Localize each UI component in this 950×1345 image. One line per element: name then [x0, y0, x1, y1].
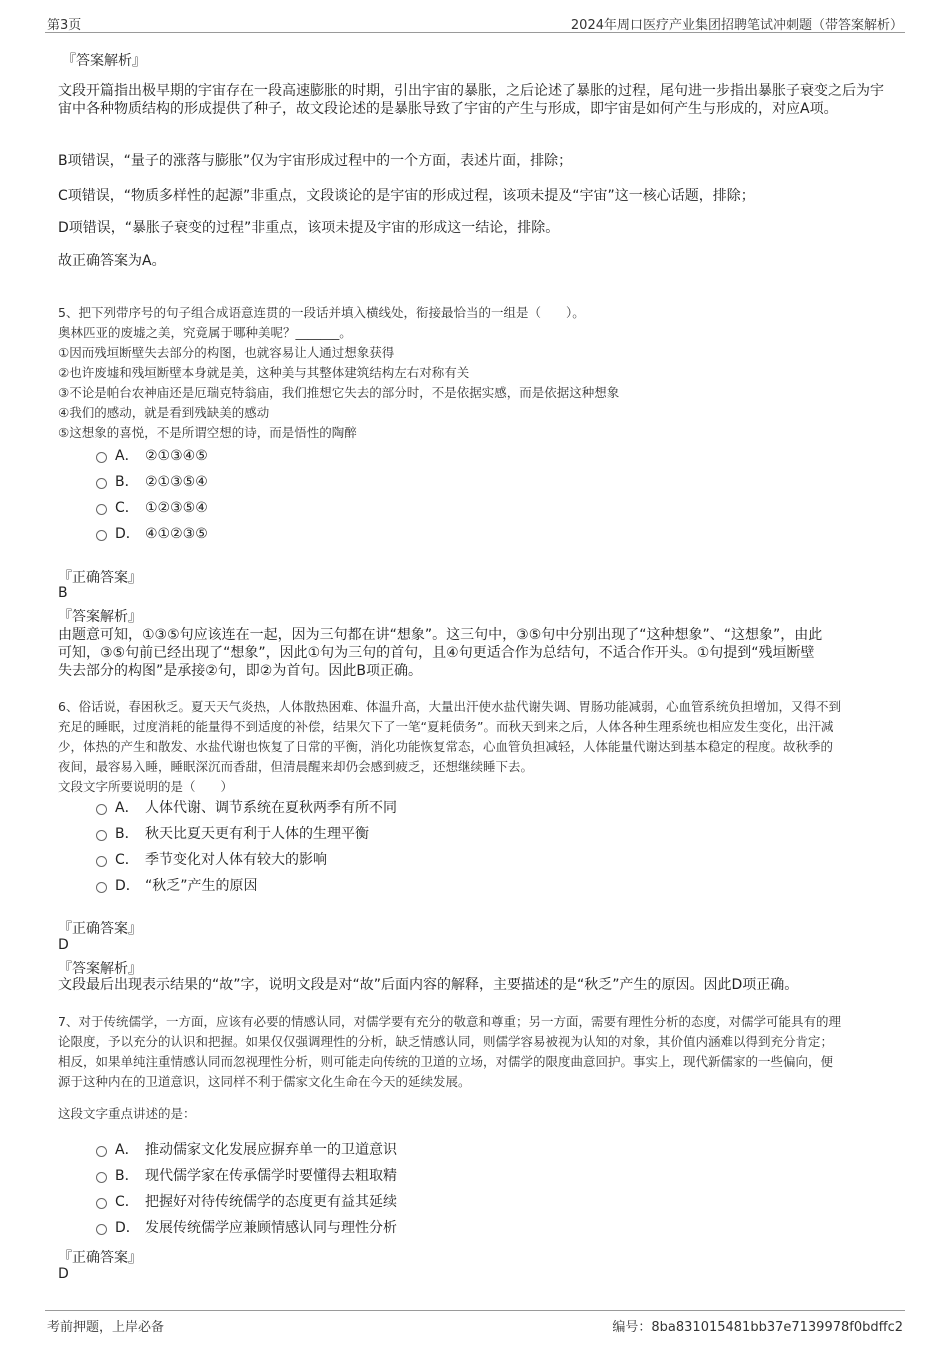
- q5-analysis-line-2: 可知，③⑤句前已经出现了“想象”，因此①句为三句的首句，且④句更适合作为总结句，不适合作开头。①句提到“残垣断壁: [58, 645, 815, 661]
- q7-option-b[interactable]: B． 现代儒学家在传承儒学时要懂得去粗取精: [96, 1166, 397, 1186]
- q5-option-a[interactable]: A． ②①③④⑤: [96, 446, 208, 466]
- q6-stem-line-2: 充足的睡眠，过度消耗的能量得不到适度的补偿，结果欠下了一笔“夏耗债务”。而秋天到来之后，人体各种生理系统也相应发生变化，出汗减: [58, 719, 834, 734]
- q6-option-a[interactable]: A． 人体代谢、调节系统在夏秋两季有所不同: [96, 798, 397, 818]
- radio-icon[interactable]: [96, 1172, 107, 1183]
- q4-conclusion: 故正确答案为A。: [58, 253, 166, 269]
- radio-icon[interactable]: [96, 1198, 107, 1209]
- q7-stem-line-3: 相反，如果单纯注重情感认同而忽视理性分析，则可能走向传统的卫道的立场，对儒学的限度曲意回护。事实上，现代新儒家的一些偏向，便: [58, 1054, 834, 1069]
- q5-line-5: ④我们的感动，就是看到残缺美的感动: [58, 405, 270, 420]
- q6-option-b[interactable]: B． 秋天比夏天更有利于人体的生理平衡: [96, 824, 369, 844]
- q5-line-6: ⑤这想象的喜悦，不是所谓空想的诗，而是悟性的陶醉: [58, 425, 357, 440]
- q4-analysis-para-3: C项错误，“物质多样性的起源”非重点，文段谈论的是宇宙的形成过程，该项未提及“宇宙”这一核心话题，排除；: [58, 188, 755, 204]
- q7-question: 这段文字重点讲述的是：: [58, 1106, 196, 1121]
- radio-icon[interactable]: [96, 804, 107, 815]
- q7-answer-label: 『正确答案』: [58, 1250, 142, 1266]
- q5-line-3: ②也许废墟和残垣断壁本身就是美，这种美与其整体建筑结构左右对称有关: [58, 365, 470, 380]
- q6-option-c[interactable]: C． 季节变化对人体有较大的影响: [96, 850, 327, 870]
- radio-icon[interactable]: [96, 478, 107, 489]
- page-header: [45, 10, 905, 33]
- q5-analysis-label: 『答案解析』: [58, 609, 142, 625]
- q6-stem-line-3: 少，体热的产生和散发、水盐代谢也恢复了日常的平衡，消化功能恢复常态，心血管负担减轻，人体能量代谢达到基本稳定的程度。故秋季的: [58, 739, 834, 754]
- q7-stem-line-1: 7、对于传统儒学，一方面，应该有必要的情感认同，对儒学要有充分的敬意和尊重；另一方面，需要有理性分析的态度，对儒学可能具有的理: [58, 1014, 841, 1029]
- q7-answer: D: [58, 1266, 69, 1282]
- q4-analysis-para-4: D项错误，“暴胀子衰变的过程”非重点，该项未提及宇宙的形成这一结论，排除。: [58, 220, 560, 236]
- q7-stem-line-2: 论限度，予以充分的认识和把握。如果仅仅强调理性的分析，缺乏情感认同，则儒学容易被视为认知的对象，其价值内涵难以得到充分肯定；: [58, 1034, 834, 1049]
- document-title: 2024年周口医疗产业集团招聘笔试冲刺题（带答案解析）: [570, 18, 903, 33]
- q4-analysis-para-1: 文段开篇指出极早期的宇宙存在一段高速膨胀的时期，引出宇宙的暴胀，之后论述了暴胀的过程，尾句进一步指出暴胀子衰变之后为宇宙中各种物质结构的形成提供了种子，故文段论述的是暴胀导致了宇宙的产生与形成，即宇宙是如何产生与形成的，对应A项。: [58, 83, 884, 117]
- q7-option-a[interactable]: A． 推动儒家文化发展应摒弃单一的卫道意识: [96, 1140, 397, 1160]
- radio-icon[interactable]: [96, 830, 107, 841]
- radio-icon[interactable]: [96, 452, 107, 463]
- radio-icon[interactable]: [96, 530, 107, 541]
- q5-option-c[interactable]: C． ①②③⑤④: [96, 498, 208, 518]
- q6-stem-line-1: 6、俗话说，春困秋乏。夏天天气炎热，人体散热困难、体温升高，大量出汗使水盐代谢失调、胃肠功能减弱，心血管系统负担增加，又得不到: [58, 699, 841, 714]
- q5-analysis-line-3: 失去部分的构图”是承接②句，即②为首句。因此B项正确。: [58, 663, 422, 679]
- radio-icon[interactable]: [96, 504, 107, 515]
- q6-stem-line-4: 夜间，最容易入睡，睡眠深沉而香甜，但清晨醒来却仍会感到疲乏，还想继续睡下去。: [58, 759, 534, 774]
- radio-icon[interactable]: [96, 1146, 107, 1157]
- footer-slogan: 考前押题，上岸必备: [47, 1320, 165, 1335]
- q6-option-d[interactable]: D． “秋乏”产生的原因: [96, 876, 258, 896]
- q5-stem: 5、把下列带序号的句子组合成语意连贯的一段话并填入横线处，衔接最恰当的一组是（ ）。: [58, 305, 585, 320]
- q6-answer-label: 『正确答案』: [58, 921, 142, 937]
- q7-option-d[interactable]: D． 发展传统儒学应兼顾情感认同与理性分析: [96, 1218, 397, 1238]
- q6-analysis: 文段最后出现表示结果的“故”字，说明文段是对“故”后面内容的解释，主要描述的是“秋乏”产生的原因。因此D项正确。: [58, 977, 799, 993]
- q6-question: 文段文字所要说明的是（ ）: [58, 779, 234, 794]
- q4-analysis-label: 『答案解析』: [62, 53, 146, 69]
- document-code: 编号：8ba831015481bb37e7139978f0bdffc2: [612, 1320, 903, 1335]
- page-footer: [45, 1310, 905, 1335]
- q5-option-d[interactable]: D． ④①②③⑤: [96, 524, 208, 544]
- radio-icon[interactable]: [96, 856, 107, 867]
- q7-stem-line-4: 源于这种内在的卫道意识，这同样不利于儒家文化生命在今天的延续发展。: [58, 1074, 471, 1089]
- q4-analysis-para-2: B项错误，“量子的涨落与膨胀”仅为宇宙形成过程中的一个方面，表述片面，排除；: [58, 153, 573, 169]
- q5-line-1: 奥林匹亚的废墟之美，究竟属于哪种美呢？_______。: [58, 325, 352, 340]
- q6-analysis-label: 『答案解析』: [58, 961, 142, 977]
- q5-line-4: ③不论是帕台农神庙还是厄瑞克特翁庙，我们推想它失去的部分时，不是依据实感，而是依据这种想象: [58, 385, 620, 400]
- q5-answer: B: [58, 585, 68, 601]
- q5-analysis-line-1: 由题意可知，①③⑤句应该连在一起，因为三句都在讲“想象”。这三句中，③⑤句中分别出现了“这种想象”、“这想象”，由此: [58, 627, 823, 643]
- q5-line-2: ①因而残垣断壁失去部分的构图，也就容易让人通过想象获得: [58, 345, 395, 360]
- radio-icon[interactable]: [96, 1224, 107, 1235]
- q6-answer: D: [58, 937, 69, 953]
- radio-icon[interactable]: [96, 882, 107, 893]
- q5-option-b[interactable]: B． ②①③⑤④: [96, 472, 208, 492]
- page-number: 第3页: [47, 18, 82, 33]
- q5-answer-label: 『正确答案』: [58, 570, 142, 586]
- q7-option-c[interactable]: C． 把握好对待传统儒学的态度更有益其延续: [96, 1192, 397, 1212]
